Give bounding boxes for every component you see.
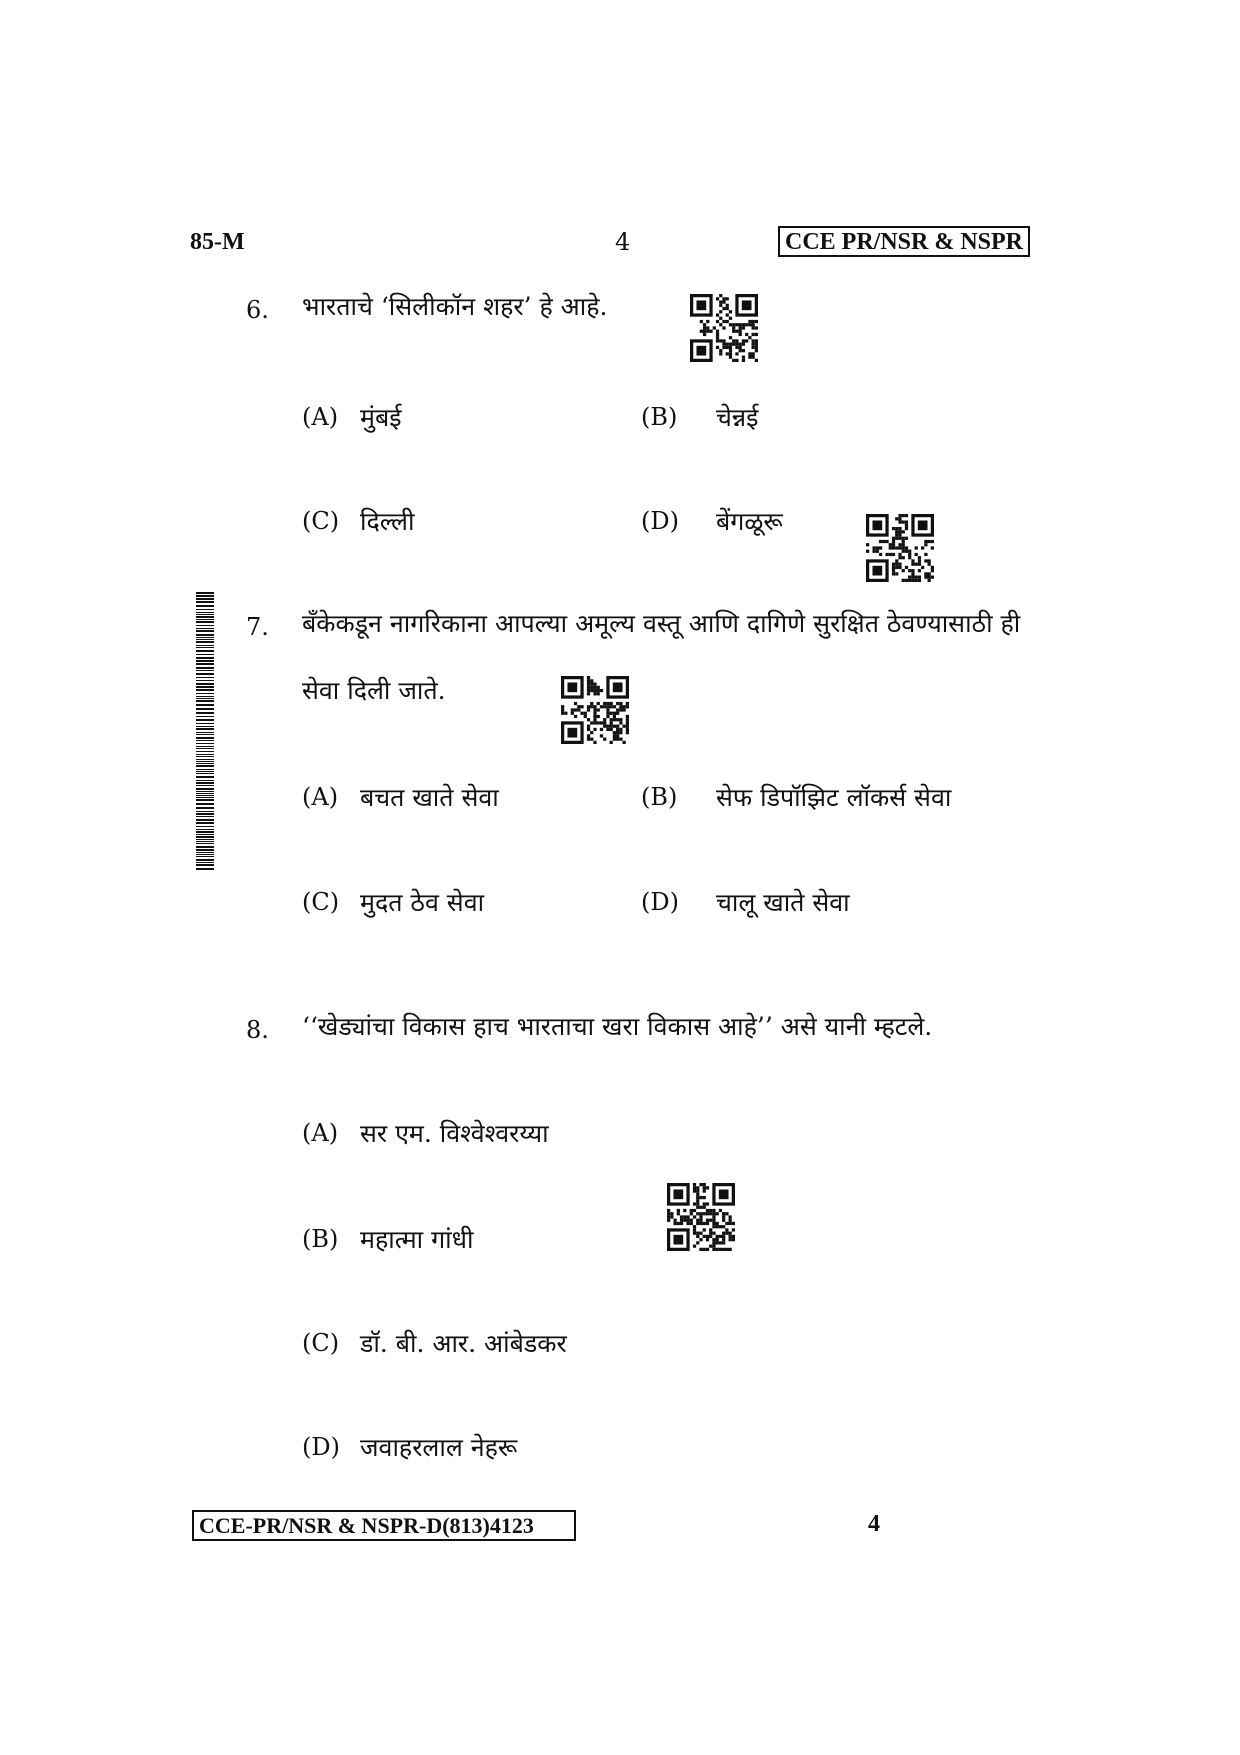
- question-text: ‘‘खेड्यांचा विकास हाच भारताचा खरा विकास आहे’’ असे यानी म्हटले.: [302, 1012, 933, 1041]
- side-barcode: [196, 592, 214, 874]
- option-label: (C): [302, 1329, 340, 1357]
- option-label: (B): [302, 1225, 339, 1253]
- option-text: चालू खाते सेवा: [716, 888, 850, 917]
- option-text: दिल्ली: [360, 507, 415, 536]
- option-label: (D): [641, 888, 679, 916]
- option-text: सेफ डिपॉझिट लॉकर्स सेवा: [716, 783, 952, 812]
- question-number: 7.: [246, 613, 269, 641]
- footer-page-number: 4: [868, 1511, 880, 1537]
- series-box: CCE PR/NSR & NSPR: [778, 226, 1030, 257]
- option-label: (D): [302, 1433, 340, 1461]
- question-text-line-1: बँकेकडून नागरिकाना आपल्या अमूल्य वस्तू आणि दागिणे सुरक्षित ठेवण्यासाठी ही: [302, 609, 1021, 638]
- paper-code: 85-M: [190, 229, 245, 255]
- option-text: मुदत ठेव सेवा: [360, 888, 485, 917]
- option-label: (B): [641, 783, 678, 811]
- option-text: मुंबई: [360, 403, 402, 432]
- option-label: (B): [641, 403, 678, 431]
- footer-code-box: CCE-PR/NSR & NSPR-D(813)4123: [192, 1510, 576, 1541]
- qr-code-icon: [866, 514, 934, 582]
- option-label: (A): [302, 783, 339, 811]
- qr-code-icon: [690, 294, 758, 362]
- question-text-line-2: सेवा दिली जाते.: [302, 676, 446, 705]
- qr-code-icon: [667, 1183, 735, 1251]
- option-text: सर एम. विश्वेश्वरय्या: [360, 1119, 549, 1148]
- option-text: बचत खाते सेवा: [360, 783, 499, 812]
- option-text: डॉ. बी. आर. आंबेडकर: [360, 1329, 567, 1358]
- question-number: 8.: [246, 1016, 269, 1044]
- question-text: भारताचे ‘सिलीकॉन शहर’ हे आहे.: [302, 292, 608, 321]
- option-text: बेंगळूरू: [716, 507, 783, 536]
- option-label: (A): [302, 1119, 339, 1147]
- option-text: चेन्नई: [716, 403, 759, 432]
- option-text: जवाहरलाल नेहरू: [360, 1433, 518, 1462]
- header-page-number: 4: [615, 228, 631, 256]
- qr-code-icon: [561, 676, 629, 744]
- question-number: 6.: [246, 296, 269, 324]
- option-text: महात्मा गांधी: [360, 1225, 474, 1254]
- option-label: (C): [302, 507, 340, 535]
- option-label: (A): [302, 403, 339, 431]
- option-label: (D): [641, 507, 679, 535]
- option-label: (C): [302, 888, 340, 916]
